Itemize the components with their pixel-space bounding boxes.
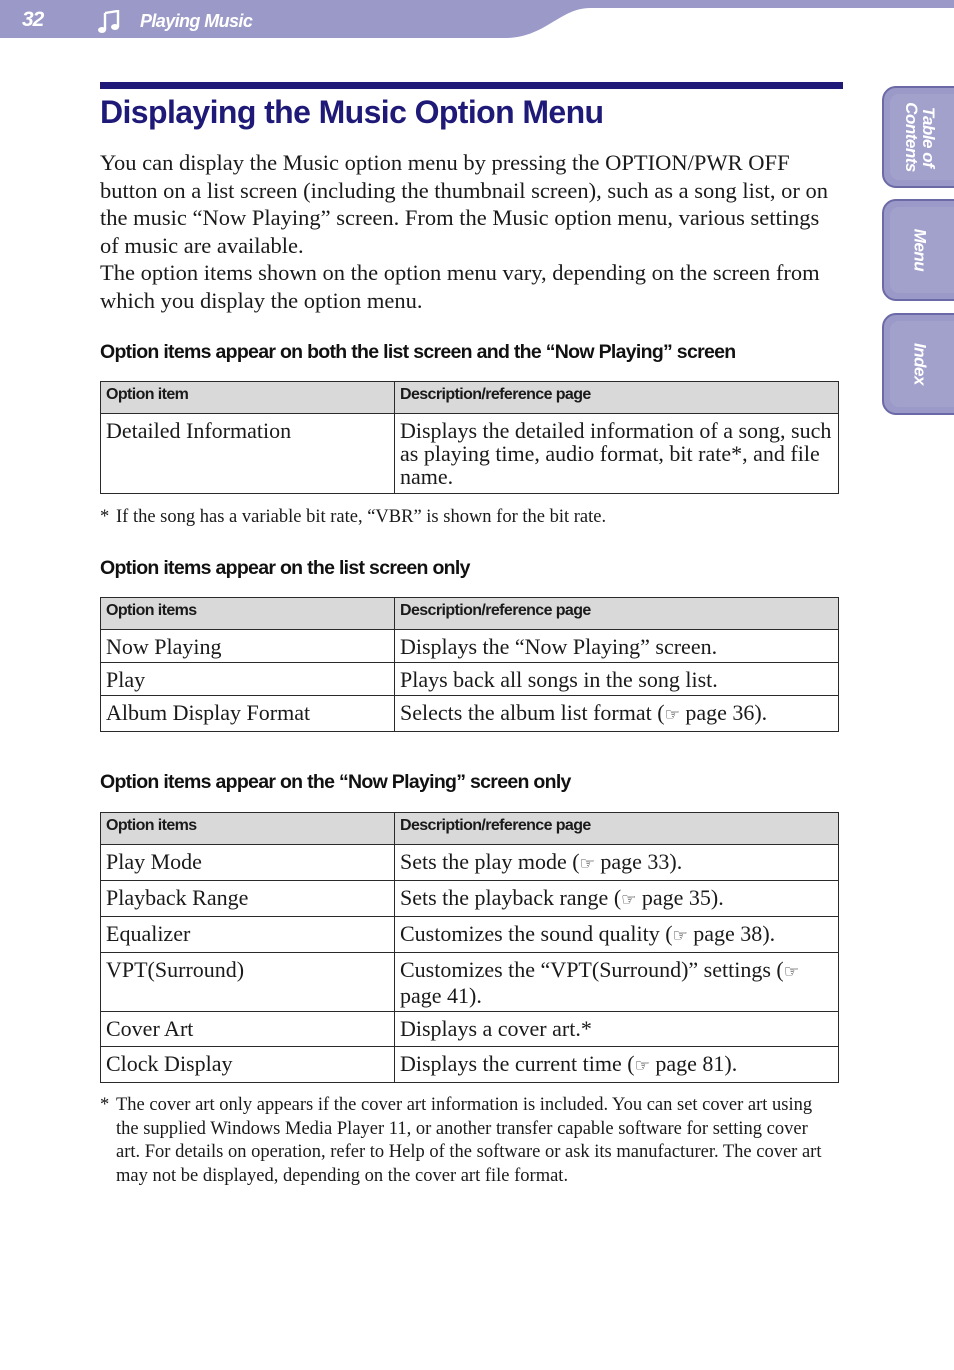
table-row (101, 414, 839, 494)
table-row (101, 917, 839, 953)
option-item: Now Playing (101, 630, 395, 663)
option-item: Cover Art (101, 1012, 395, 1047)
option-description: Displays a cover art.* (395, 1012, 839, 1047)
table-row (101, 881, 839, 917)
column-header: Description/reference page (395, 813, 839, 845)
option-item: Detailed Information (101, 414, 395, 494)
column-header: Option items (101, 598, 395, 630)
option-description: Displays the “Now Playing” screen. (395, 630, 839, 663)
table-header-row (101, 382, 839, 414)
page-number: 32 (22, 8, 44, 31)
table-row (101, 696, 839, 732)
intro-paragraph: You can display the Music option menu by pressing the OPTION/PWR OFF button on a list screen (including the thumbnail screen), such as a song list, or on the music “Now Playing” screen. From the Music option menu, various settings of music are available. (100, 150, 828, 258)
page-reference[interactable]: page 36 (685, 700, 755, 725)
option-description: Sets the playback range (☞ page 35). (395, 881, 839, 917)
table-row (101, 953, 839, 1012)
section-heading-list: Option items appear on the list screen only (100, 557, 470, 579)
page-reference[interactable]: page 81 (655, 1051, 725, 1076)
pointing-hand-icon: ☞ (783, 962, 799, 982)
column-header: Option item (101, 382, 395, 414)
section-heading-both: Option items appear on both the list screen and the “Now Playing” screen (100, 341, 736, 363)
page-reference[interactable]: page 41 (400, 983, 470, 1008)
column-header: Option items (101, 813, 395, 845)
table-row (101, 630, 839, 663)
tab-table-of-contents-label: Table of Contents (902, 102, 938, 172)
footnote-cover-art (100, 1094, 825, 1188)
option-description: Customizes the sound quality (☞ page 38). (395, 917, 839, 953)
option-description: Selects the album list format (☞ page 36). (395, 696, 839, 732)
option-description: Plays back all songs in the song list. (395, 663, 839, 696)
section-label: Playing Music (140, 11, 253, 31)
option-item: Playback Range (101, 881, 395, 917)
table-row (101, 1012, 839, 1047)
tab-menu[interactable] (882, 199, 954, 301)
options-table-both (100, 381, 839, 494)
table-row (101, 1047, 839, 1083)
option-item: Play Mode (101, 845, 395, 881)
footnote-bitrate (100, 506, 840, 530)
option-item: VPT(Surround) (101, 953, 395, 1012)
tab-index-label: Index (910, 343, 930, 385)
pointing-hand-icon: ☞ (621, 890, 637, 910)
tab-table-of-contents[interactable] (882, 86, 954, 188)
footnote-text: If the song has a variable bit rate, “VBR” is shown for the bit rate. (116, 507, 607, 527)
page-reference[interactable]: page 33 (600, 849, 670, 874)
column-header: Description/reference page (395, 382, 839, 414)
option-description: Displays the current time (☞ page 81). (395, 1047, 839, 1083)
option-description: Customizes the “VPT(Surround)” settings (☞ page 41). (395, 953, 839, 1012)
page-reference[interactable]: page 35 (641, 885, 711, 910)
page-title: Displaying the Music Option Menu (100, 94, 604, 130)
page-header (0, 0, 954, 40)
title-rule (100, 82, 843, 89)
footnote-mark: * (100, 507, 110, 527)
table-header-row (101, 813, 839, 845)
pointing-hand-icon: ☞ (664, 705, 680, 725)
table-row (101, 845, 839, 881)
table-header-row (101, 598, 839, 630)
option-item: Play (101, 663, 395, 696)
tab-index[interactable] (882, 313, 954, 415)
options-table-list (100, 597, 839, 732)
option-item: Clock Display (101, 1047, 395, 1083)
footnote-mark: * (100, 1095, 110, 1115)
column-header: Description/reference page (395, 598, 839, 630)
intro-text (100, 149, 840, 314)
options-table-now-playing (100, 812, 839, 1083)
tab-menu-label: Menu (910, 228, 930, 272)
option-description: Sets the play mode (☞ page 33). (395, 845, 839, 881)
pointing-hand-icon: ☞ (672, 926, 688, 946)
table-row (101, 663, 839, 696)
pointing-hand-icon: ☞ (634, 1056, 650, 1076)
pointing-hand-icon: ☞ (579, 854, 595, 874)
option-description: Displays the detailed information of a song, such as playing time, audio format, bit rate*, and file name. (395, 414, 839, 494)
option-item: Equalizer (101, 917, 395, 953)
intro-paragraph: The option items shown on the option menu vary, depending on the screen from which you display the option menu. (100, 260, 820, 313)
option-item: Album Display Format (101, 696, 395, 732)
section-heading-now-playing: Option items appear on the “Now Playing” screen only (100, 771, 571, 793)
page-reference[interactable]: page 38 (693, 921, 763, 946)
footnote-text: The cover art only appears if the cover art information is included. You can set cover art using the supplied Windows Media Player 11, or another transfer capable software for setting cover art. For details on operation, refer to Help of the software or ask its manufacturer. The cover art may not be displayed, depending on the cover art file format. (116, 1095, 822, 1186)
